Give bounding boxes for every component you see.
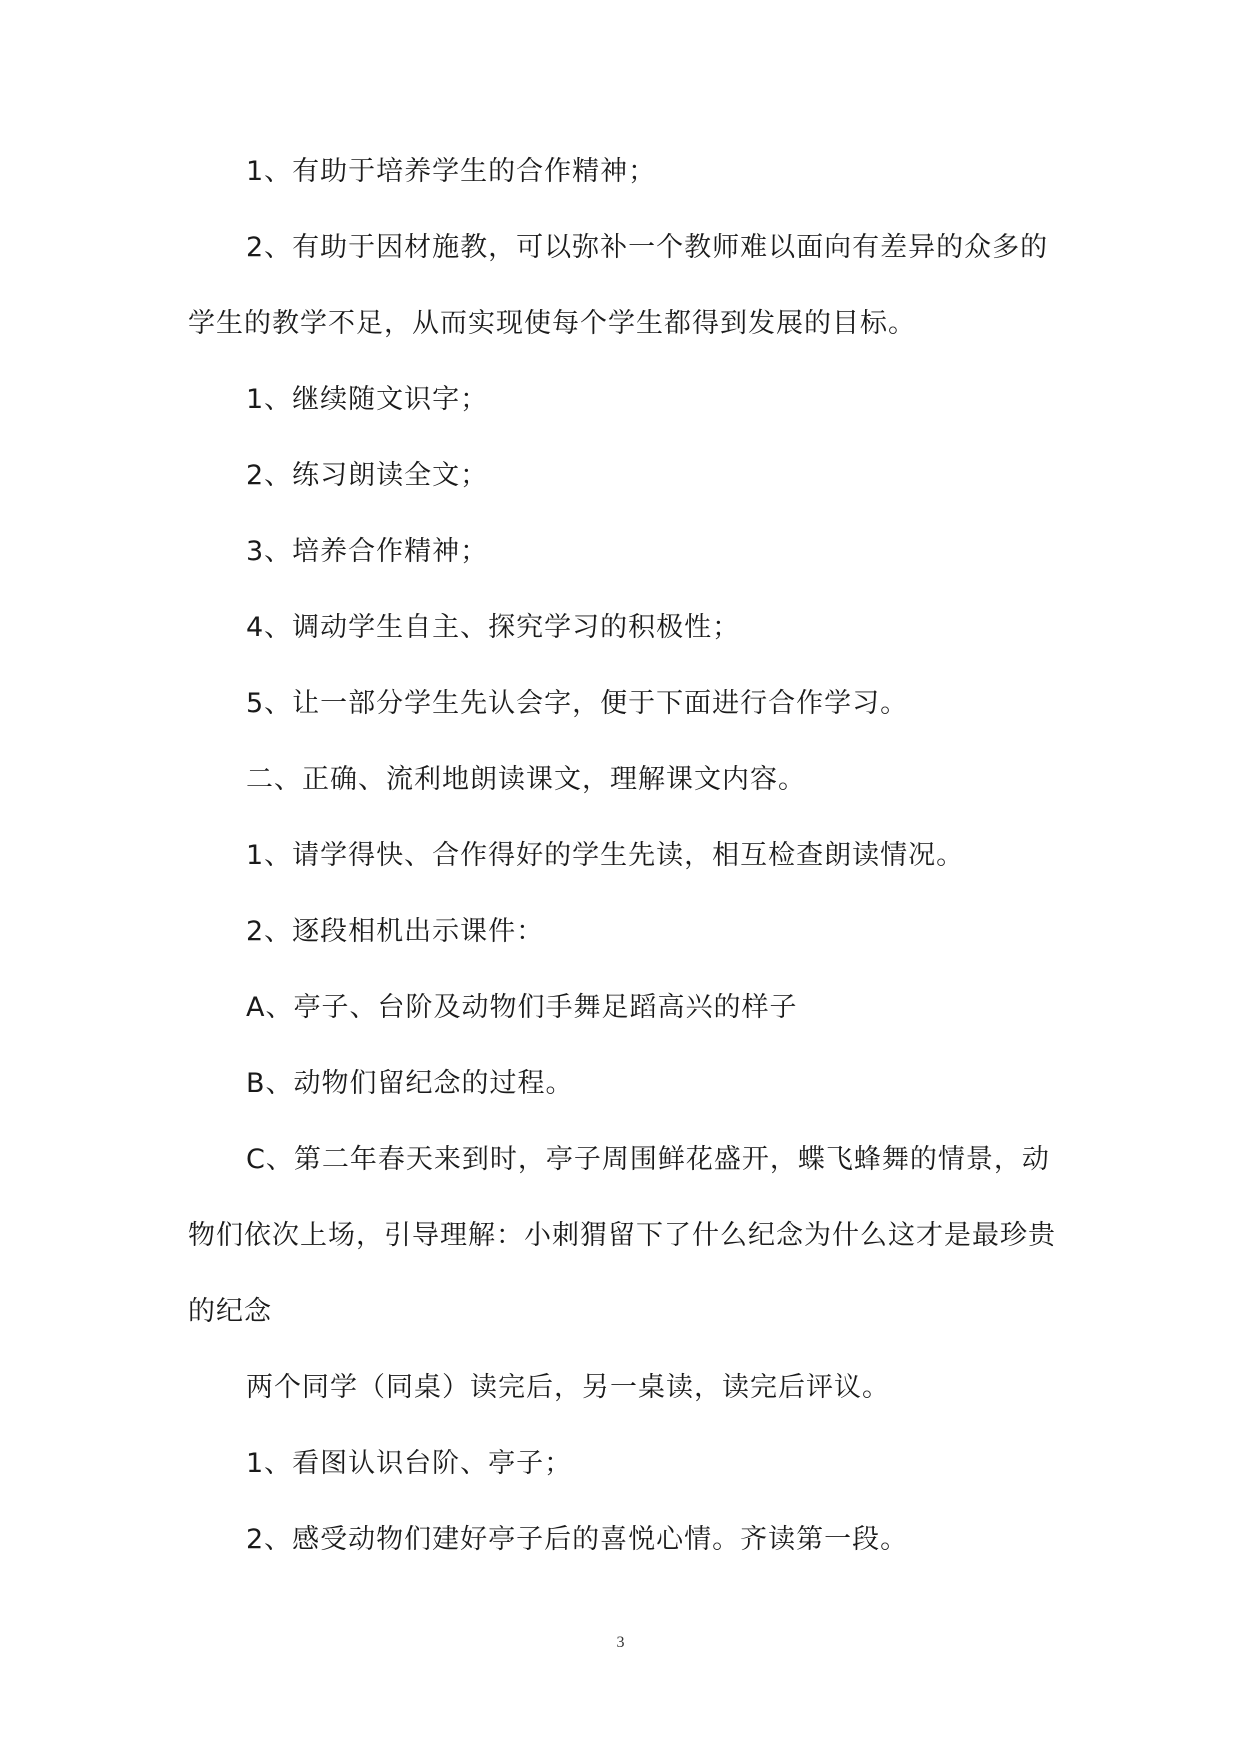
- paragraph-11: A、亭子、台阶及动物们手舞足蹈高兴的样子: [246, 992, 798, 1023]
- paragraph-9: 1、请学得快、合作得好的学生先读，相互检查朗读情况。: [246, 840, 965, 871]
- paragraph-13: C、第二年春天来到时，亭子周围鲜花盛开，蝶飞蜂舞的情景，动物们依次上场，引导理解：小刺猬留下了什么纪念为什么这才是最珍贵的纪念: [188, 1144, 1056, 1327]
- paragraph-2: 2、有助于因材施教，可以弥补一个教师难以面向有差异的众多的学生的教学不足，从而实现使每个学生都得到发展的目标。: [188, 232, 1049, 339]
- paragraph-1: 1、有助于培养学生的合作精神；: [246, 156, 657, 187]
- paragraph-5: 3、培养合作精神；: [246, 536, 489, 567]
- paragraph-16: 2、感受动物们建好亭子后的喜悦心情。齐读第一段。: [246, 1524, 909, 1555]
- paragraph-15: 1、看图认识台阶、亭子；: [246, 1448, 573, 1479]
- paragraph-12: B、动物们留纪念的过程。: [246, 1068, 574, 1099]
- paragraph-10: 2、逐段相机出示课件：: [246, 916, 545, 947]
- paragraph-3: 1、继续随文识字；: [246, 384, 489, 415]
- paragraph-7: 5、让一部分学生先认会字，便于下面进行合作学习。: [246, 688, 909, 719]
- paragraph-14: 两个同学（同桌）读完后，另一桌读，读完后评议。: [246, 1372, 890, 1403]
- paragraph-8: 二、正确、流利地朗读课文，理解课文内容。: [246, 764, 806, 795]
- paragraph-6: 4、调动学生自主、探究学习的积极性；: [246, 612, 741, 643]
- page-number: 3: [616, 1634, 625, 1651]
- paragraph-4: 2、练习朗读全文；: [246, 460, 489, 491]
